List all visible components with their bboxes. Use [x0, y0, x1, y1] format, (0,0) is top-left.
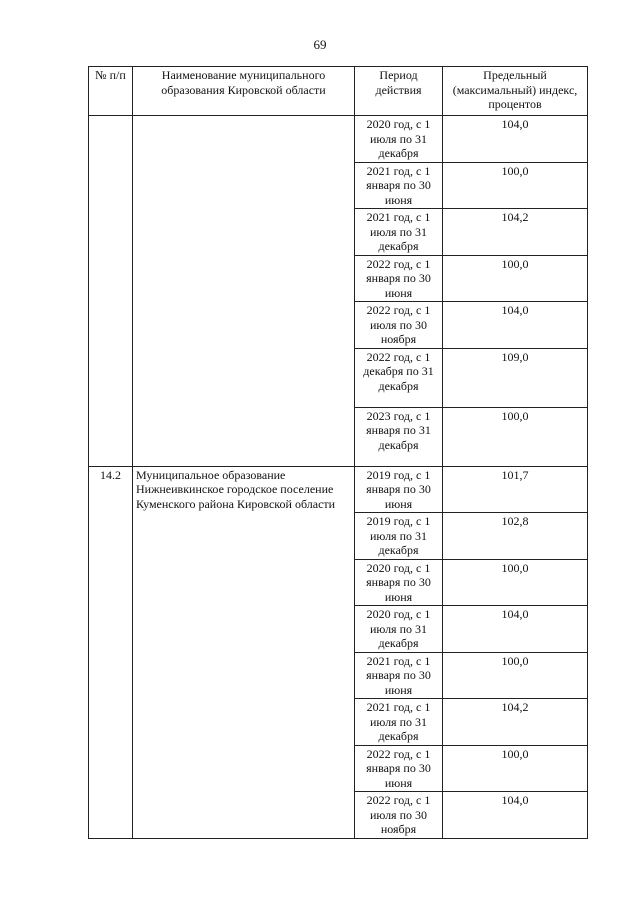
period-cell: 2022 год, с 1 июля по 30 ноября [355, 792, 443, 839]
period-cell: 2022 год, с 1 июля по 30 ноября [355, 302, 443, 349]
index-value-cell: 100,0 [443, 745, 588, 792]
header-period: Период действия [355, 67, 443, 116]
header-name: Наименование муниципального образования Кировской области [133, 67, 355, 116]
header-num: № п/п [89, 67, 133, 116]
row-num-cell: 14.2 [89, 466, 133, 838]
table-row [89, 466, 588, 513]
index-value-cell: 100,0 [443, 652, 588, 699]
table-row [89, 116, 588, 163]
tariff-index-table [88, 66, 588, 839]
index-value-cell: 101,7 [443, 466, 588, 513]
index-value-cell: 100,0 [443, 559, 588, 606]
period-cell: 2021 год, с 1 июля по 31 декабря [355, 209, 443, 256]
index-value-cell: 100,0 [443, 407, 588, 466]
index-value-cell: 100,0 [443, 162, 588, 209]
period-cell: 2019 год, с 1 января по 30 июня [355, 466, 443, 513]
header-index: Предельный (максимальный) индекс, процентов [443, 67, 588, 116]
index-value-cell: 109,0 [443, 348, 588, 407]
period-cell: 2021 год, с 1 января по 30 июня [355, 162, 443, 209]
index-value-cell: 104,0 [443, 606, 588, 653]
period-cell: 2019 год, с 1 июля по 31 декабря [355, 513, 443, 560]
row-name-cell [133, 116, 355, 467]
period-cell: 2023 год, с 1 января по 31 декабря [355, 407, 443, 466]
page-number: 69 [313, 37, 327, 52]
period-cell: 2020 год, с 1 июля по 31 декабря [355, 116, 443, 163]
table-body [89, 116, 588, 839]
index-value-cell: 104,2 [443, 209, 588, 256]
row-num-cell [89, 116, 133, 467]
index-value-cell: 104,0 [443, 302, 588, 349]
index-value-cell: 104,2 [443, 699, 588, 746]
row-name-cell: Муниципальное образование Нижнеивкинское городское поселение Куменского района Кировской области [133, 466, 355, 838]
period-cell: 2022 год, с 1 января по 30 июня [355, 745, 443, 792]
index-value-cell: 104,0 [443, 792, 588, 839]
period-cell: 2021 год, с 1 января по 30 июня [355, 652, 443, 699]
index-value-cell: 100,0 [443, 255, 588, 302]
period-cell: 2022 год, с 1 декабря по 31 декабря [355, 348, 443, 407]
table-header [89, 67, 588, 116]
index-value-cell: 102,8 [443, 513, 588, 560]
period-cell: 2020 год, с 1 января по 30 июня [355, 559, 443, 606]
period-cell: 2022 год, с 1 января по 30 июня [355, 255, 443, 302]
period-cell: 2021 год, с 1 июля по 31 декабря [355, 699, 443, 746]
index-value-cell: 104,0 [443, 116, 588, 163]
period-cell: 2020 год, с 1 июля по 31 декабря [355, 606, 443, 653]
